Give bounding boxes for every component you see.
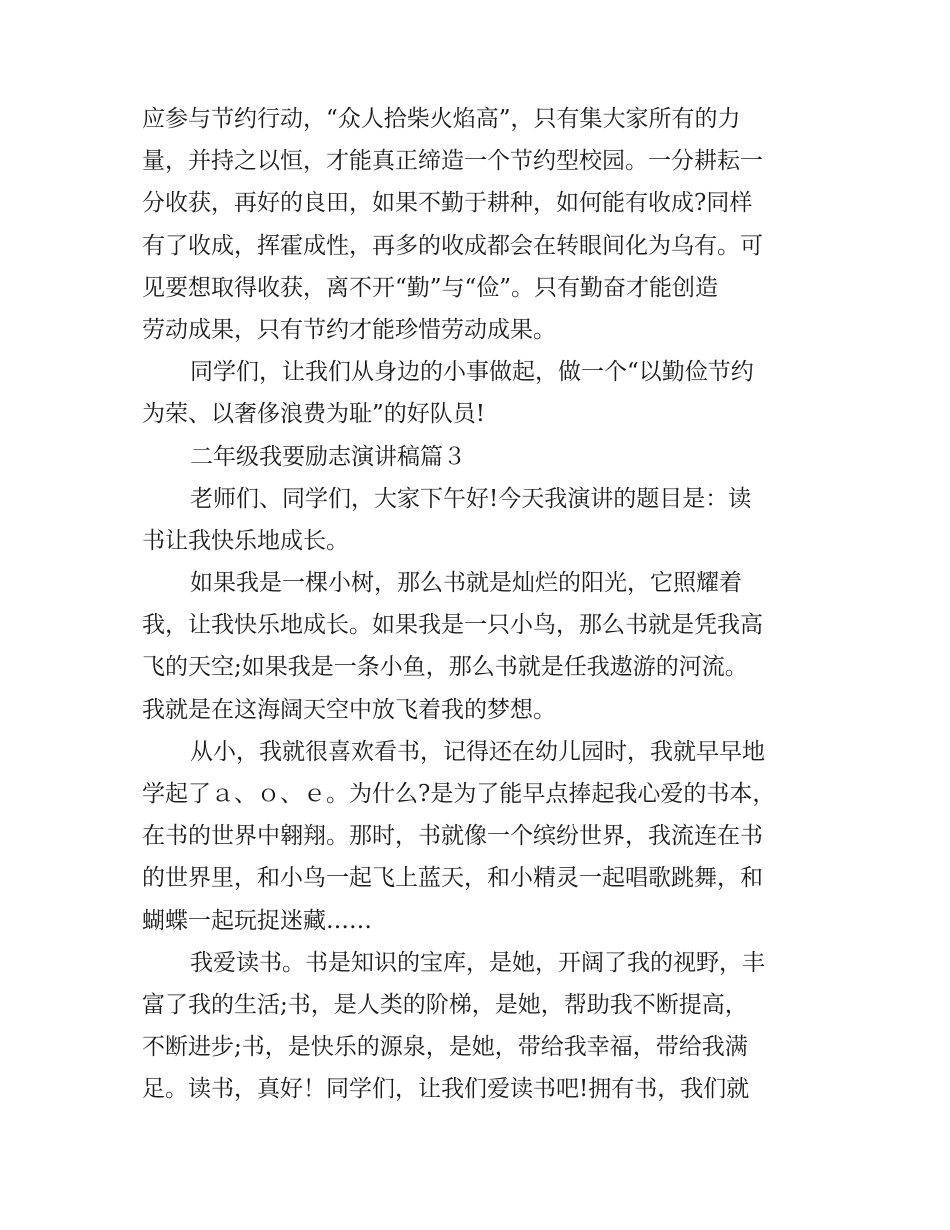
section-heading: 二年级我要励志演讲稿篇３ bbox=[190, 443, 466, 470]
text-line: 见要想取得收获，离不开“勤”与“俭”。只有勤奋才能创造 bbox=[142, 274, 719, 301]
text-line: 足。读书，真好！同学们，让我们爱读书吧!拥有书，我们就 bbox=[142, 1076, 750, 1103]
text-line: 富了我的生活;书，是人类的阶梯，是她，帮助我不断提高， bbox=[142, 991, 748, 1018]
paragraph-start-line: 老师们、同学们，大家下午好!今天我演讲的题目是：读 bbox=[190, 485, 752, 512]
text-line: 飞的天空;如果我是一条小鱼，那么书就是任我遨游的河流。 bbox=[142, 654, 748, 681]
text-line: 有了收成，挥霍成性，再多的收成都会在转眼间化为乌有。可 bbox=[142, 232, 763, 259]
text-line: 的世界里，和小鸟一起飞上蓝天，和小精灵一起唱歌跳舞，和 bbox=[142, 865, 763, 892]
text-line: 量，并持之以恒，才能真正缔造一个节约型校园。一分耕耘一 bbox=[142, 148, 763, 175]
text-line: 在书的世界中翱翔。那时，书就像一个缤纷世界，我流连在书 bbox=[142, 823, 763, 850]
text-line: 应参与节约行动，“众人拾柴火焰高”，只有集大家所有的力 bbox=[142, 106, 741, 132]
text-line: 蝴蝶一起玩捉迷藏…… bbox=[142, 907, 372, 934]
text-line: 学起了ａ、ｏ、ｅ。为什么?是为了能早点捧起我心爱的书本， bbox=[142, 781, 776, 807]
text-line: 分收获，再好的良田，如果不勤于耕种，如何能有收成?同样 bbox=[142, 190, 753, 217]
text-line: 劳动成果，只有节约才能珍惜劳动成果。 bbox=[142, 316, 556, 343]
text-line: 书让我快乐地成长。 bbox=[142, 527, 349, 554]
document-body bbox=[142, 98, 814, 1111]
text-line: 我就是在这海阔天空中放飞着我的梦想。 bbox=[142, 696, 556, 723]
paragraph-start-line: 我爱读书。书是知识的宝库，是她，开阔了我的视野，丰 bbox=[190, 949, 765, 976]
text-line: 为荣、以奢侈浪费为耻”的好队员! bbox=[142, 401, 486, 428]
text-line: 我，让我快乐地成长。如果我是一只小鸟，那么书就是凭我高 bbox=[142, 612, 763, 639]
text-line: 不断进步;书，是快乐的源泉，是她，带给我幸福，带给我满 bbox=[142, 1034, 748, 1061]
paragraph-start-line: 如果我是一棵小树，那么书就是灿烂的阳光，它照耀着 bbox=[190, 570, 742, 597]
paragraph-start-line: 从小，我就很喜欢看书，记得还在幼儿园时，我就早早地 bbox=[190, 738, 765, 765]
paragraph-start-line: 同学们，让我们从身边的小事做起，做一个“以勤俭节约 bbox=[190, 359, 754, 386]
